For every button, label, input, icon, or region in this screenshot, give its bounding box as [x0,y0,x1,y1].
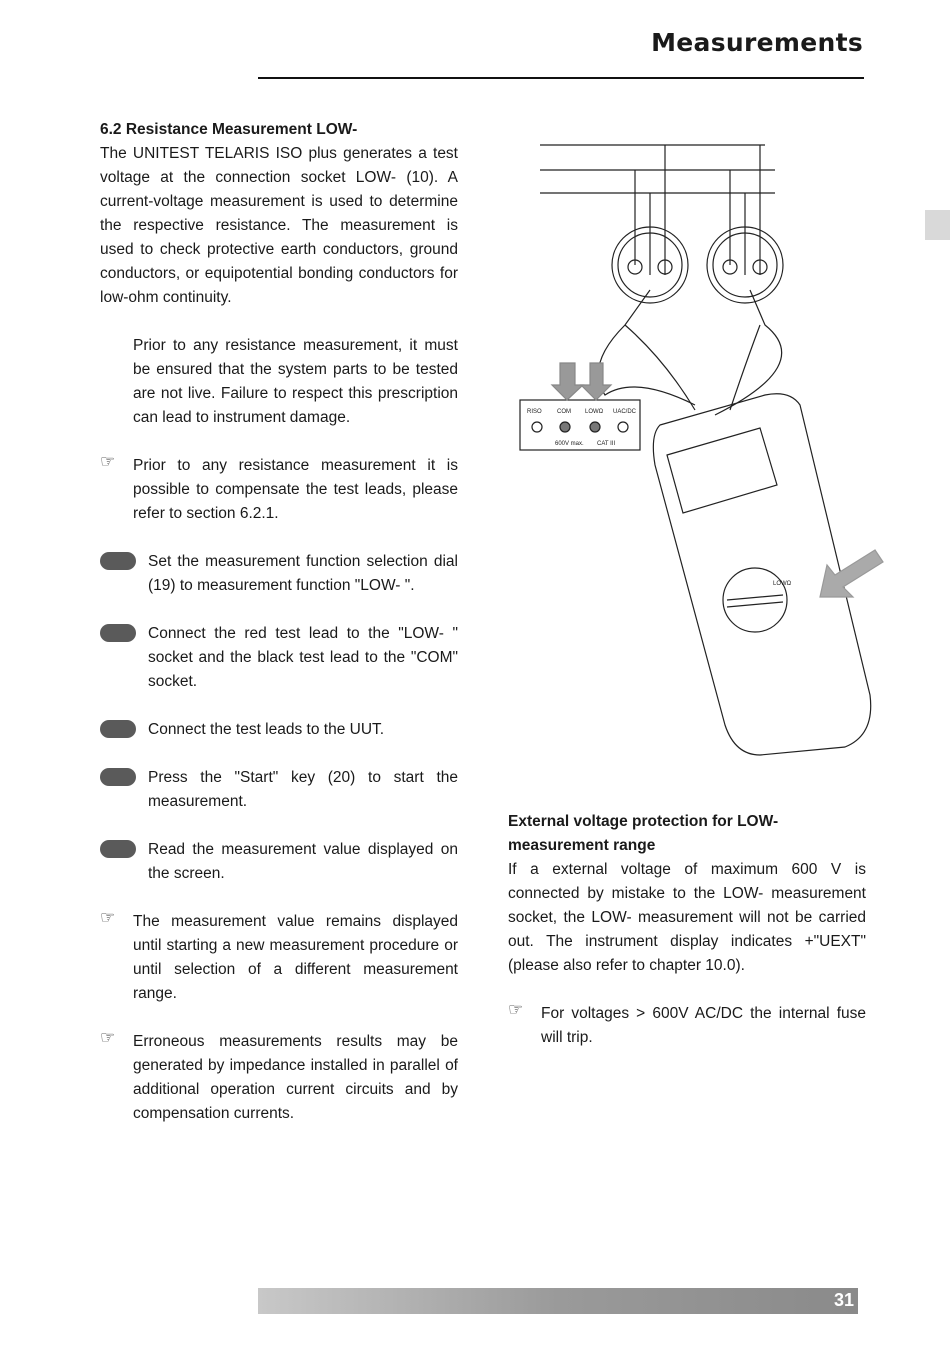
page-edge-marker [925,210,950,240]
step-item [100,718,458,742]
connection-diagram [515,135,885,760]
page-number: 31 [833,1290,854,1310]
step-item [100,766,458,814]
external-voltage-heading: External voltage protection for LOW- measurement range [508,813,779,854]
note-fuse-text: For voltages > 600V AC/DC the internal fuse will trip. [541,1005,866,1046]
socket-label: LOWΩ [585,409,604,415]
step-text: Connect the test leads to the UUT. [148,721,385,738]
right-column [508,810,866,1050]
pointing-hand-icon: ☞ [100,1028,116,1047]
step-text: Read the measurement value displayed on the screen. [148,841,458,882]
left-column [100,118,458,1126]
warning-paragraph: Prior to any resistance measurement, it must be ensured that the system parts to be tested are not live. Failure to respect this prescription can lead to instrument damage. [133,337,458,426]
note-display [100,910,458,1006]
pointing-hand-icon: ☞ [100,908,116,927]
step-text: Press the "Start" key (20) to start the measurement. [148,769,458,810]
header-divider [258,77,864,79]
socket-label: COM [557,409,571,415]
note-erroneous-text: Erroneous measurements results may be generated by impedance installed in parallel of additional operation current circuits and by compensation currents. [133,1033,458,1122]
step-text: Set the measurement function selection dial (19) to measurement function "LOW- ". [148,553,458,594]
note-display-text: The measurement value remains displayed until starting a new measurement procedure or until selection of a different measurement range. [133,913,458,1002]
step-item [100,838,458,886]
step-item [100,622,458,694]
note-compensate-text: Prior to any resistance measurement it is possible to compensate the test leads, please refer to section 6.2.1. [133,457,458,522]
key-button-icon [100,720,136,738]
key-button-icon [100,768,136,786]
section-heading: 6.2 Resistance Measurement LOW- [100,121,358,138]
intro-paragraph: The UNITEST TELARIS ISO plus generates a test voltage at the connection socket LOW- (10). A current-voltage measurement is used to determine the respective resistance. The measurement is used to check protective earth conductors, ground conductors, or equipotential bonding conductors for low-ohm continuity. [100,145,458,306]
socket-label: UAC/DC [613,409,637,415]
key-button-icon [100,624,136,642]
note-fuse [508,1002,866,1050]
page-header-title: Measurements [651,28,863,57]
cat-label: CAT III [597,441,616,447]
key-button-icon [100,840,136,858]
key-button-icon [100,552,136,570]
note-compensate [100,454,458,526]
pointing-hand-icon: ☞ [508,1000,524,1019]
pointing-hand-icon: ☞ [100,452,116,471]
rating-label: 600V max. [555,441,584,447]
footer-bar [258,1288,858,1314]
socket-label: RISO [527,409,542,415]
dial-label: LOWΩ [773,581,792,587]
note-erroneous [100,1030,458,1126]
external-voltage-body: If a external voltage of maximum 600 V is connected by mistake to the LOW- measurement socket, the LOW- measurement will not be carried out. The instrument display indicates +"UEXT" (please also refer to chapter 10.0). [508,861,866,974]
tester-illustration [515,135,885,760]
step-text: Connect the red test lead to the "LOW- " socket and the black test lead to the "COM" socket. [148,625,458,690]
step-item [100,550,458,598]
